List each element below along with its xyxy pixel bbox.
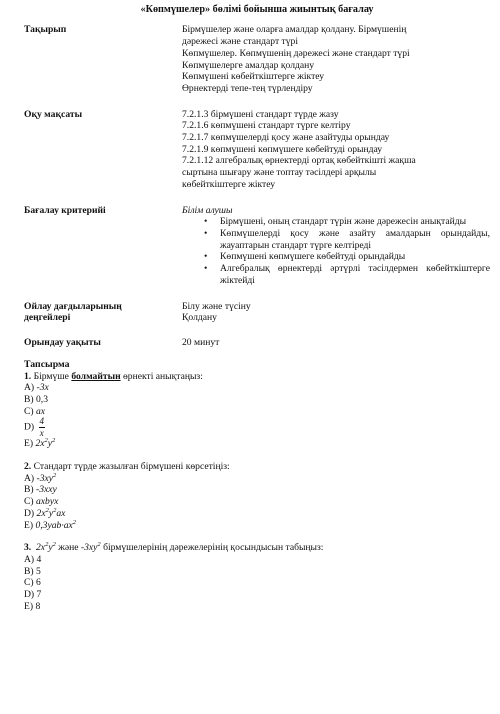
option-math [37, 508, 66, 519]
math-base: 2x [35, 438, 45, 450]
question-number: 2. [24, 461, 32, 473]
math-base: 2x [36, 507, 46, 519]
answer-option: B) 5 [24, 565, 41, 577]
topic-line: Бірмүшелер және оларға амалдар қолдану. Бірмүшенің [182, 24, 407, 36]
topic-line: Көпмүшені көбейткіштерге жіктеу [182, 71, 325, 83]
fraction-numerator: 4 [39, 416, 45, 427]
topic-line: Көпмүшелер. Көпмүшенің дәрежесі және стандарт түрі [182, 47, 410, 59]
skills-row [24, 301, 490, 324]
question-1 [24, 371, 490, 383]
answer-option [24, 473, 490, 485]
question-2 [24, 461, 490, 473]
math-base: 2x [36, 542, 46, 554]
math-exponent: 2 [53, 471, 57, 479]
objective-line: сыртына шығару және топтау тәсілдері арқылы [182, 167, 377, 179]
objectives-label: Оқу мақсаты [24, 108, 83, 120]
option-label: E) [24, 519, 36, 531]
topic-row [24, 24, 490, 94]
topic-value [182, 24, 490, 94]
math-base: y [48, 542, 53, 554]
question-math [81, 542, 101, 553]
option-label: C) [24, 496, 36, 508]
option-math [37, 473, 57, 484]
answer-option [24, 508, 490, 520]
answer-option [24, 382, 490, 394]
question-text: бірмүшелерінің дәрежелерінің қосындысын табыңыз: [100, 542, 324, 554]
tasks-heading: Тапсырма [24, 358, 70, 370]
option-math [35, 438, 55, 449]
question-text: және [55, 542, 81, 554]
criteria-value [182, 205, 490, 287]
question-number: 3. [24, 542, 32, 554]
option-label: D) [24, 507, 37, 519]
math-exponent: 2 [72, 518, 77, 526]
question-number: 1. [24, 370, 32, 382]
answer-option [24, 438, 490, 450]
math-base: y [47, 438, 53, 450]
math-base: y [48, 507, 54, 519]
math-exponent: 2 [53, 506, 57, 514]
math-exponent: 2 [97, 541, 101, 549]
objective-line: 7.2.1.3 бірмүшені стандарт түрде жазу [182, 108, 339, 120]
skills-value [182, 301, 490, 324]
math-exponent: 2 [52, 541, 56, 549]
math-base: 0,3yab·ax [35, 519, 73, 531]
option-label: B) [24, 393, 36, 405]
document-title: «Көпмүшелер» бөлімі бойынша жиынтық бағалау [140, 4, 374, 15]
criteria-item: • Көпмүшелерді қосу және азайту амалдарын орындайды, жауаптарын стандарт түрге келтіреді [220, 228, 490, 251]
answer-option: D) 7 [24, 589, 42, 601]
criteria-item: • Бірмүшені, оның стандарт түрін және дәрежесін анықтайды [220, 216, 490, 228]
math-base: -3xy [80, 542, 98, 554]
option-label: E) [24, 438, 36, 450]
answer-option [24, 520, 490, 532]
option-math [35, 520, 76, 531]
fraction-denominator: x [39, 428, 44, 439]
option-math: -3x [36, 382, 49, 394]
time-row [24, 337, 490, 349]
option-value: 0,3 [36, 393, 48, 405]
option-label: A) [24, 382, 37, 394]
answer-option [24, 496, 490, 508]
question-text: Стандарт түрде жазылған бірмүшені көрсетіңіз: [31, 461, 230, 473]
option-math: ax [36, 405, 46, 417]
objective-line: 7.2.1.7 көпмүшелерді қосу және азайтуды орындау [182, 132, 390, 144]
answer-option: A) 4 [24, 553, 42, 565]
answer-option [24, 406, 490, 418]
math-base: ax [56, 507, 66, 519]
option-math: -3xxy [36, 484, 57, 496]
math-exponent: 2 [44, 437, 48, 445]
answer-option: E) 8 [24, 600, 41, 612]
fraction [39, 417, 46, 438]
answer-option [24, 417, 490, 438]
question-emphasis: болмайтын [71, 370, 121, 382]
question-text: өрнекті анықтаңыз: [120, 370, 203, 382]
question-text: Бірмүше [31, 370, 72, 382]
criteria-item: • Алгебралық өрнектерді әртүрлі тәсілдермен көбейткіштерге жіктейді [220, 263, 490, 286]
math-base: -3xy [36, 472, 54, 484]
answer-option [24, 394, 490, 406]
criteria-row [24, 205, 490, 287]
option-label: A) [24, 472, 37, 484]
topic-line: дәрежесі және стандарт түрі [182, 36, 299, 48]
skills-label-line: деңгейлері [24, 312, 71, 324]
question-math [36, 542, 56, 553]
objectives-row [24, 109, 490, 191]
answer-option: C) 6 [24, 577, 41, 589]
objective-line: көбейткіштерге жіктеу [182, 178, 276, 190]
objective-line: 7.2.1.6 көпмүшені стандарт түрге келтіру [182, 120, 351, 132]
option-math: axbyx [36, 496, 59, 508]
skills-label [24, 301, 182, 324]
time-label: Орындау уақыты [24, 336, 101, 348]
topic-line: Көпмүшелерге амалдар қолдану [182, 59, 315, 71]
objective-line: 7.2.1.9 көпмүшені көпмүшеге көбейтуді орындау [182, 143, 383, 155]
question-3 [24, 542, 490, 554]
math-exponent: 2 [45, 506, 49, 514]
option-label: D) [24, 422, 37, 434]
skills-label-line: Ойлау дағдыларының [24, 300, 122, 312]
criteria-intro: Білім алушы [182, 204, 233, 216]
tasks-section [24, 359, 490, 613]
option-label: C) [24, 405, 36, 417]
math-exponent: 2 [52, 437, 56, 445]
answer-option [24, 484, 490, 496]
time-value: 20 минут [182, 336, 220, 348]
skills-line: Қолдану [182, 312, 217, 324]
criteria-item: • Көпмүшені көпмүшеге көбейтуді орындайды [220, 251, 490, 263]
topic-line: Өрнектерді тепе-тең түрлендіру [182, 82, 313, 94]
criteria-label: Бағалау критерийі [24, 204, 106, 216]
math-exponent: 2 [45, 541, 49, 549]
option-label: B) [24, 484, 36, 496]
objective-line: 7.2.1.12 алгебралық өрнектерді ортақ көбейткішті жақша [182, 155, 416, 167]
objectives-value [182, 109, 490, 191]
skills-line: Білу және түсіну [182, 300, 251, 312]
topic-label: Тақырып [24, 24, 67, 36]
criteria-list [182, 216, 490, 286]
